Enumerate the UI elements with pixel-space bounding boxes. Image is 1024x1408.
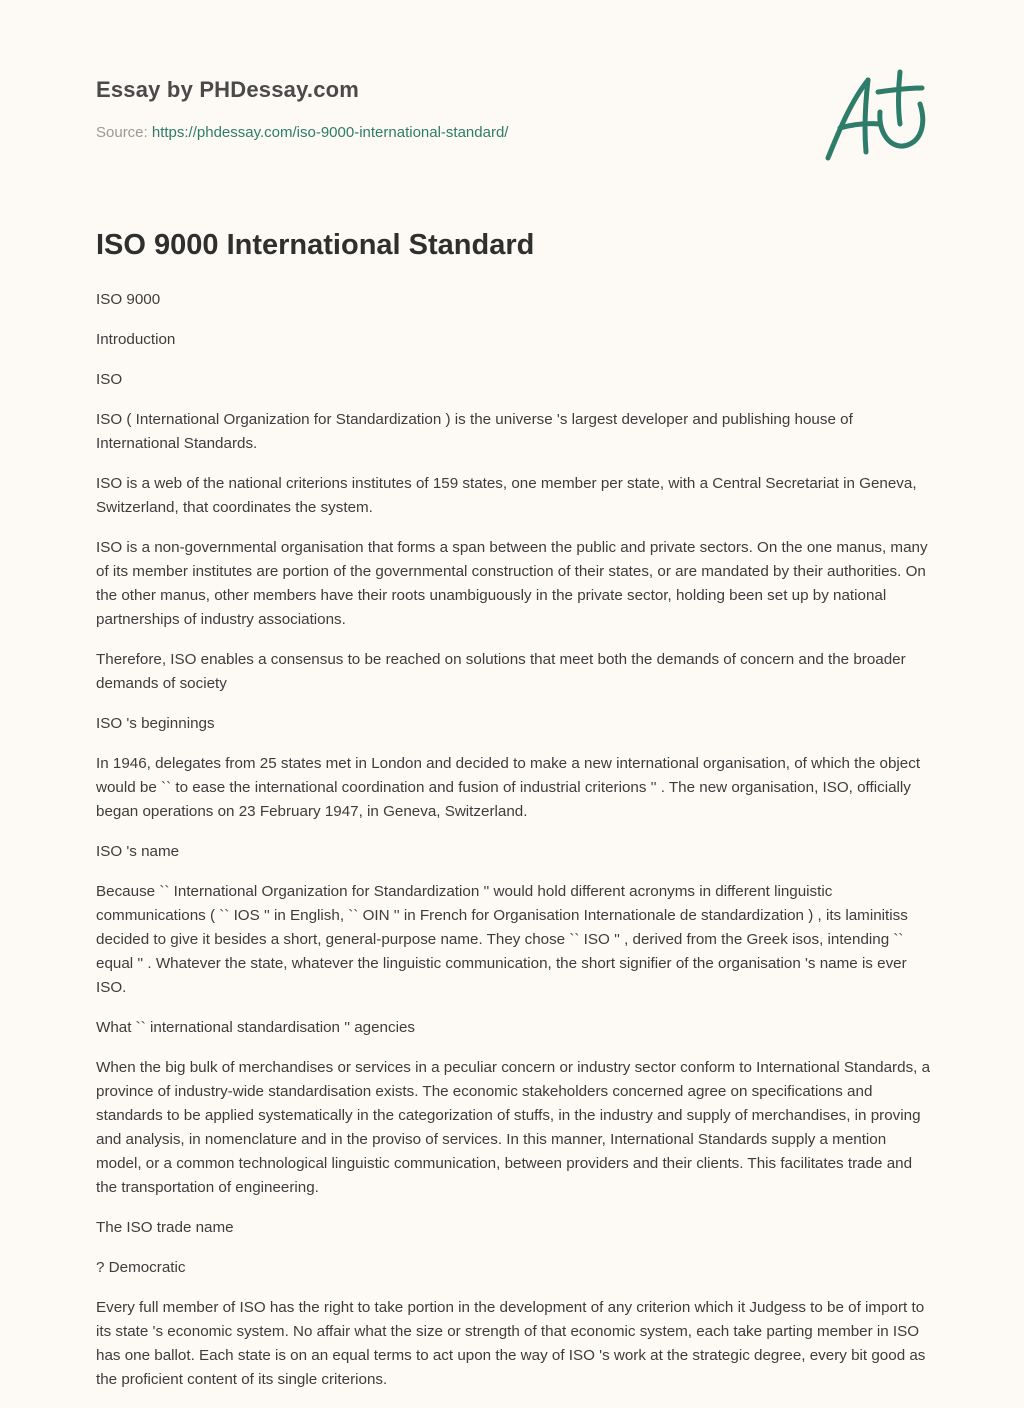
essay-paragraph: ISO 's name: [96, 843, 180, 860]
essay-paragraph: ISO ( International Organization for Standardization ) is the universe 's largest developer and publishing house of International Standards.: [96, 411, 853, 452]
essay-paragraph: Therefore, ISO enables a consensus to be reached on solutions that meet both the demands of concern and the broader demands of society: [96, 651, 906, 692]
site-title: Essay by PHDessay.com: [96, 77, 360, 102]
source-link[interactable]: https://phdessay.com/iso-9000-international-standard/: [151, 124, 509, 141]
essay-paragraph: ISO 's beginnings: [96, 715, 215, 732]
source-line: [96, 123, 796, 143]
essay-title: ISO 9000 International Standard: [96, 229, 535, 261]
page-header: [96, 76, 796, 143]
essay-paragraph: What `` international standardisation '' agencies: [96, 1019, 416, 1036]
essay-paragraph: ISO is a non-governmental organisation that forms a span between the public and private sectors. On the one manus, many of its member institutes are portion of the governmental construction of their states, or are mandated by their authorities. On the other manus, other members have their roots unambiguously in the private sector, holding been set up by national partnerships of industry associations.: [96, 539, 928, 628]
essay-paragraph: Every full member of ISO has the right to take portion in the development of any criterion which it Judgess to be of import to its state 's economic system. No affair what the size or strength of that economic system, each take parting member in ISO has one ballot. Each state is on an equal terms to act upon the way of ISO 's work at the strategic degree, every bit good as the proficient content of its single criterions.: [96, 1299, 926, 1388]
essay-body: [96, 226, 934, 1408]
essay-paragraph: In 1946, delegates from 25 states met in London and decided to make a new international organisation, of which the object would be `` to ease the international coordination and fusion of industrial criterions '' . The new organisation, ISO, officially began operations on 23 February 1947, in Geneva, Switzerland.: [96, 755, 921, 820]
essay-paragraph: When the big bulk of merchandises or services in a peculiar concern or industry sector conform to International Standards, a province of industry-wide standardisation exists. The economic stakeholders concerned agree on specifications and standards to be applied systematically in the categorization of stuffs, in the industry and supply of merchandises, in proving and analysis, in nomenclature and in the proviso of services. In this manner, International Standards supply a mention model, or a common technological linguistic communication, between providers and their clients. This facilitates trade and the transportation of engineering.: [96, 1059, 931, 1196]
essay-paragraph: Introduction: [96, 331, 176, 348]
essay-paragraph: ISO 9000: [96, 291, 161, 308]
a-plus-logo-icon: [818, 66, 930, 166]
essay-paragraph: The ISO trade name: [96, 1219, 234, 1236]
essay-paragraph: ISO is a web of the national criterions institutes of 159 states, one member per state, with a Central Secretariat in Geneva, Switzerland, that coordinates the system.: [96, 475, 917, 516]
essay-paragraph: Because `` International Organization for Standardization '' would hold different acronyms in different linguistic communications ( `` IOS '' in English, `` OIN '' in French for Organisation Internationale de standardization ) , its laminitiss decided to give it besides a short, general-purpose name. They chose `` ISO '' , derived from the Greek isos, intending `` equal '' . Whatever the state, whatever the linguistic communication, the short signifier of the organisation 's name is ever ISO.: [96, 883, 908, 996]
essay-paragraph: ISO: [96, 371, 123, 388]
essay-paragraph: ? Democratic: [96, 1259, 186, 1276]
source-label: Source:: [96, 124, 148, 141]
